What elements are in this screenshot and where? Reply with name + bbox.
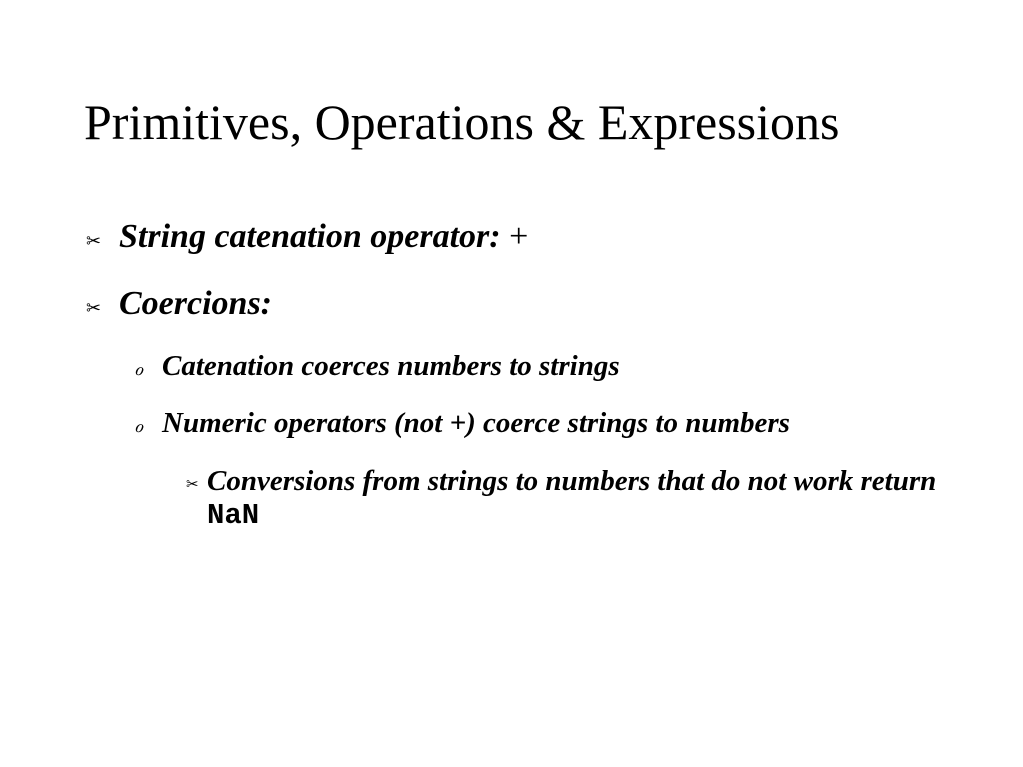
slide-title: Primitives, Operations & Expressions (84, 94, 840, 150)
scissors-icon: ✂ (86, 231, 102, 252)
bullet-label: Conversions from strings to numbers that do not work return (207, 465, 937, 497)
script-o-icon: ℴ (134, 413, 144, 437)
script-o-icon: ℴ (134, 356, 144, 380)
bullet-label: Numeric operators (not +) coerce strings to numbers (162, 407, 790, 439)
scissors-icon: ✂ (186, 475, 199, 493)
bullet-label: Coercions: (119, 285, 272, 322)
bullet-string-catenation (86, 218, 528, 256)
scissors-icon: ✂ (86, 298, 102, 319)
bullet-conversions-nan (186, 465, 947, 533)
bullet-coercions (86, 285, 272, 323)
nan-code: NaN (207, 499, 260, 533)
bullet-text (207, 465, 947, 533)
bullet-catenation-coerces (134, 350, 620, 383)
bullet-numeric-operators (134, 407, 790, 440)
bullet-label: String catenation operator: (119, 218, 501, 255)
bullet-label: Catenation coerces numbers to strings (162, 350, 620, 382)
operator-symbol: + (500, 218, 529, 255)
bullet-text (119, 218, 528, 256)
